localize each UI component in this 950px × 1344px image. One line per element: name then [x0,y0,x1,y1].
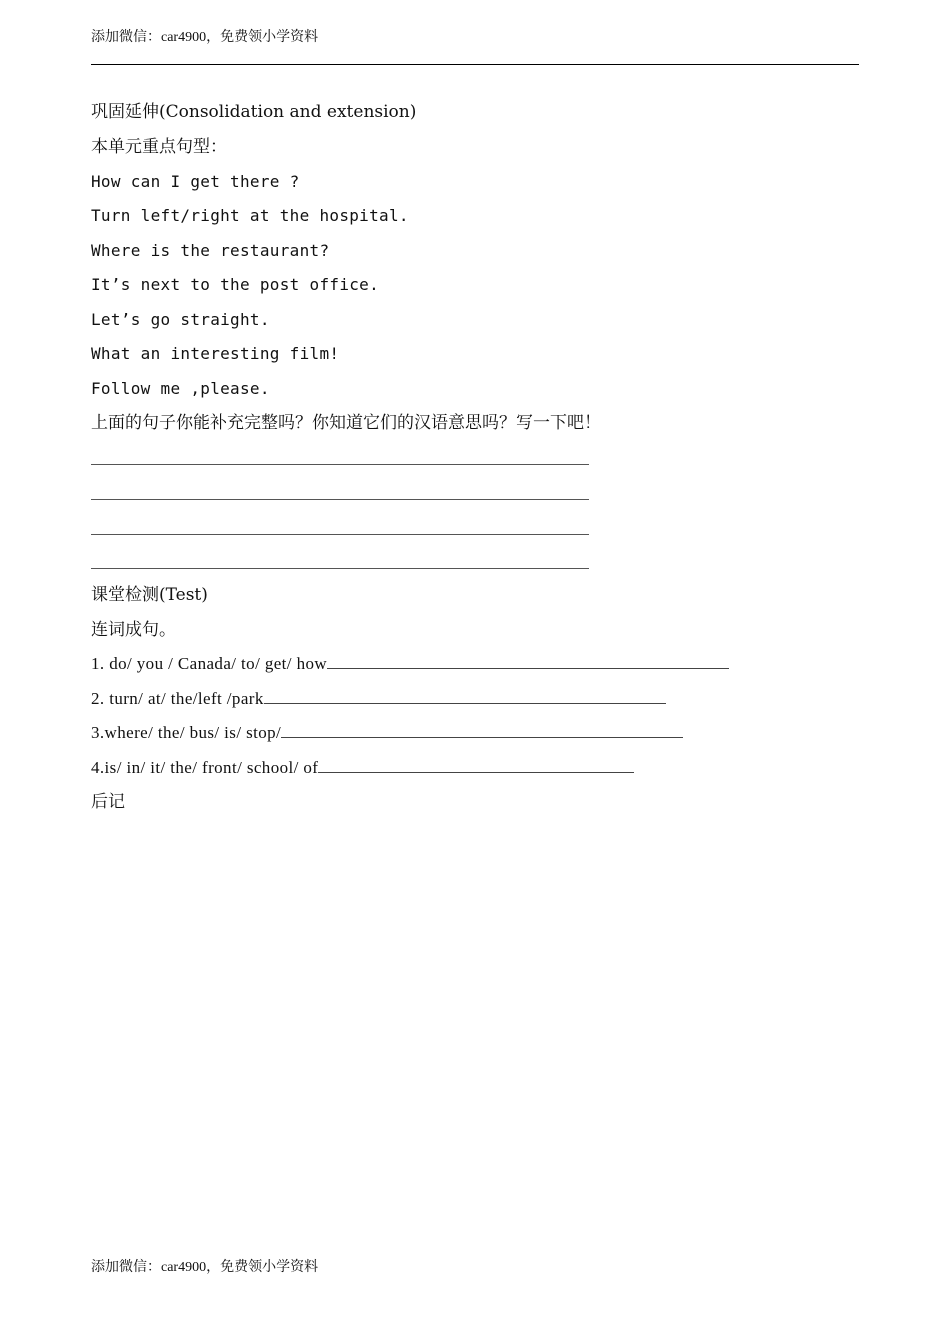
question-1 [91,653,729,675]
key-sentence-5: Let’s go straight. [91,310,270,329]
key-sentence-6: What an interesting film! [91,344,340,363]
key-sentence-7: Follow me ,please. [91,379,270,398]
key-sentence-1: How can I get there ? [91,172,300,191]
section-subtitle-word-order: 连词成句。 [91,620,176,640]
question-2 [91,688,666,710]
writing-line-4[interactable] [91,568,589,569]
question-1-answer-line[interactable] [327,653,729,669]
section-subtitle-key-sentences: 本单元重点句型： [91,137,227,157]
section-title-consolidation: 巩固延伸(Consolidation and extension) [91,102,417,122]
writing-line-3[interactable] [91,534,589,535]
section-title-test: 课堂检测(Test) [91,585,208,605]
instruction-text: 上面的句子你能补充完整吗？你知道它们的汉语意思吗？写一下吧！ [91,413,601,433]
key-sentence-3: Where is the restaurant? [91,241,330,260]
question-3-answer-line[interactable] [281,722,683,738]
question-4-text: 4.is/ in/ it/ the/ front/ school/ of [91,758,319,777]
question-4 [91,757,634,779]
question-3-text: 3.where/ the/ bus/ is/ stop/ [91,723,282,742]
key-sentence-2: Turn left/right at the hospital. [91,206,409,225]
question-3 [91,722,683,744]
afterword-label: 后记 [91,792,125,812]
writing-line-2[interactable] [91,499,589,500]
header-divider [91,64,859,65]
question-2-answer-line[interactable] [264,688,666,704]
question-1-text: 1. do/ you / Canada/ to/ get/ how [91,654,328,673]
question-2-text: 2. turn/ at/ the/left /park [91,689,264,708]
page-header: 添加微信：car4900，免费领小学资料 [91,30,319,45]
writing-line-1[interactable] [91,464,589,465]
question-4-answer-line[interactable] [318,757,634,773]
page-footer: 添加微信：car4900，免费领小学资料 [91,1260,319,1275]
key-sentence-4: It’s next to the post office. [91,275,380,294]
